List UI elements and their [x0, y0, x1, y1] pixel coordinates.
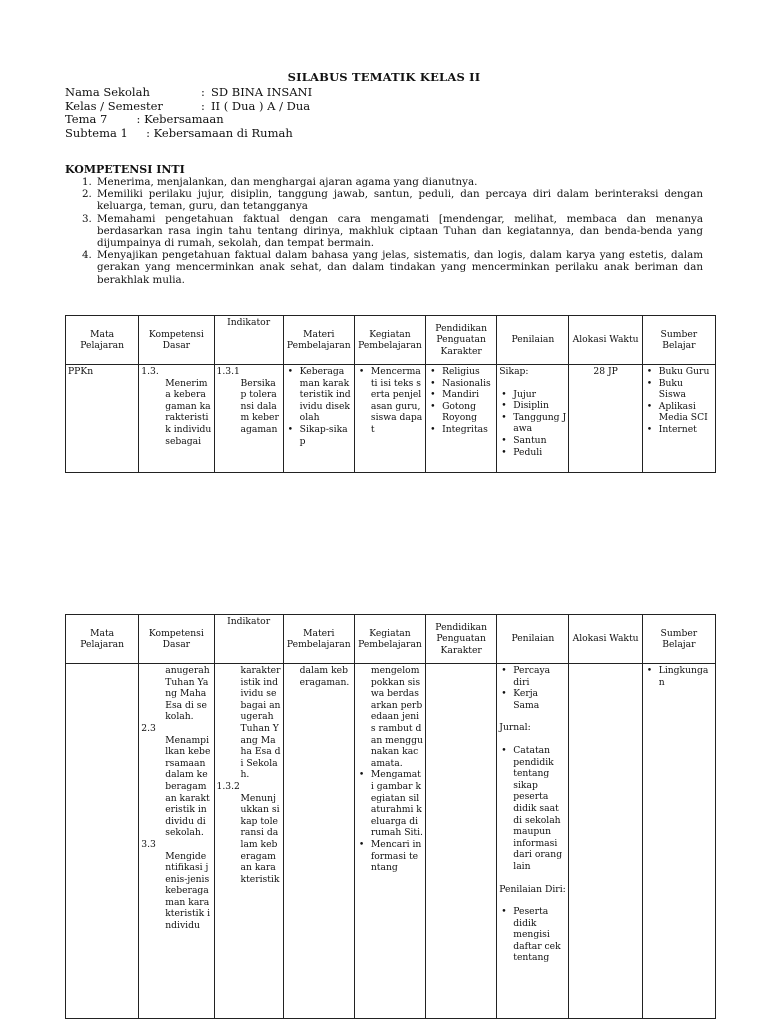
header-karakter: Pendidikan Penguatan Karakter — [426, 316, 497, 365]
table-row — [66, 365, 716, 473]
cell-materi: • Keberagaman karakteristik individu disekolah • Sikap-sikap — [283, 365, 354, 473]
cell-kd: 1.3. Menerima keberagaman karakteristik individu sebagai — [139, 365, 214, 473]
cell-sumber: • Buku Guru • Buku Siswa • Aplikasi Media SCI • Internet — [642, 365, 715, 473]
cell-kegiatan: • Mencermati isi teks serta penjelasan guru, siswa dapat — [354, 365, 425, 473]
syllabus-table-1 — [65, 315, 716, 473]
cell-karakter: • Religius • Nasionalis • Mandiri • Gotong Royong • Integritas — [426, 365, 497, 473]
header-indikator: Indikator — [214, 316, 283, 365]
cell-alokasi — [569, 664, 642, 1019]
info-value: II ( Dua ) A / Dua — [211, 98, 311, 113]
header-kegiatan: Kegiatan Pembelajaran — [354, 615, 425, 664]
header-sumber: Sumber Belajar — [642, 316, 715, 365]
header-mapel: Mata Pelajaran — [66, 615, 139, 664]
header-mapel: Mata Pelajaran — [66, 316, 139, 365]
cell-alokasi: 28 JP — [569, 365, 642, 473]
cell-sumber: • Lingkungan — [642, 664, 715, 1019]
header-alokasi: Alokasi Waktu — [569, 615, 642, 664]
cell-mapel: PPKn — [66, 365, 139, 473]
cell-karakter — [426, 664, 497, 1019]
header-alokasi: Alokasi Waktu — [569, 316, 642, 365]
cell-mapel — [66, 664, 139, 1019]
header-kd: Kompetensi Dasar — [139, 615, 214, 664]
subtema-line: Subtema 1 : Kebersamaan di Rumah — [65, 125, 293, 140]
page-title: SILABUS TEMATIK KELAS II — [287, 70, 481, 84]
header-indikator: Indikator — [214, 615, 283, 664]
syllabus-table-2 — [65, 614, 716, 1019]
list-item: 2. Memiliki perilaku jujur, disiplin, tanggung jawab, santun, peduli, dan percaya diri dalam berinteraksi dengan keluarga, teman, guru, dan tetangganya — [82, 188, 703, 213]
header-karakter: Pendidikan Penguatan Karakter — [426, 615, 497, 664]
header-penilaian: Penilaian — [497, 615, 569, 664]
info-value: SD BINA INSANI — [211, 85, 313, 99]
list-item: 3. Memahami pengetahuan faktual dengan cara mengamati [mendengar, melihat, membaca dan menanya berdasarkan rasa ingin tahu tentang dirinya, makhluk ciptaan Tuhan dan kegiatannya, dan benda-benda yang dijumpainya di rumah, sekolah, dan tempat bermain. — [82, 212, 703, 250]
list-item: 4. Menyajikan pengetahuan faktual dalam bahasa yang jelas, sistematis, dan logis, dalam karya yang estetis, dalam gerakan yang mencerminkan anak sehat, dan dalam tindakan yang mencerminkan perilaku anak beriman dan berakhlak mulia. — [82, 249, 703, 286]
cell-kegiatan: mengelompokkan siswa berdasarkan perbedaan jenis rambut dan menggunakan kacamata. • Mengamati gambar kegiatan silaturahmi keluarga di rumah Siti. • Mencari informasi tentang — [354, 664, 425, 1019]
info-label: Nama Sekolah — [65, 85, 150, 99]
header-kd: Kompetensi Dasar — [139, 316, 214, 365]
header-penilaian: Penilaian — [497, 316, 569, 365]
list-item: 1. Menerima, menjalankan, dan menghargai ajaran agama yang dianutnya. — [82, 176, 478, 188]
cell-kd: anugerah Tuhan Yang Maha Esa di sekolah. 2.3 Menampilkan kebersamaan dalam keberagaman karakteristik individu di sekolah. 3.3 Mengidentifikasi jenis-jenis keberagaman karakteristik individu — [139, 664, 214, 1019]
header-sumber: Sumber Belajar — [642, 615, 715, 664]
header-materi: Materi Pembelajaran — [283, 615, 354, 664]
header-materi: Materi Pembelajaran — [283, 316, 354, 365]
cell-penilaian: • Percaya diri • Kerja Sama Jurnal: • Catatan pendidik tentang sikap peserta didik saat di sekolah maupun informasi dari orang lain Penilaian Diri: • Peserta didik mengisi daftar cek tentang — [497, 664, 569, 1019]
info-label: Kelas / Semester — [65, 98, 163, 113]
cell-materi: dalam keberagaman. — [283, 664, 354, 1019]
tema-line: Tema 7 : Kebersamaan — [65, 112, 224, 126]
cell-penilaian: Sikap: • Jujur • Disiplin • Tanggung Jawa • Santun • Peduli — [497, 365, 569, 473]
table-header-row — [66, 615, 716, 664]
table-row — [66, 664, 716, 1019]
cell-indikator: karakteristik individu sebagai anugerah Tuhan Yang Maha Esa di Sekolah. 1.3.2 Menunjukkan sikap toleransi dalam keberagaman karakteristik — [214, 664, 283, 1019]
kompetensi-inti-list — [65, 176, 703, 286]
cell-indikator: 1.3.1 Bersikap toleransi dalam keberagaman — [214, 365, 283, 473]
kompetensi-inti-heading: KOMPETENSI INTI — [65, 163, 185, 176]
header-kegiatan: Kegiatan Pembelajaran — [354, 316, 425, 365]
table-header-row — [66, 316, 716, 365]
